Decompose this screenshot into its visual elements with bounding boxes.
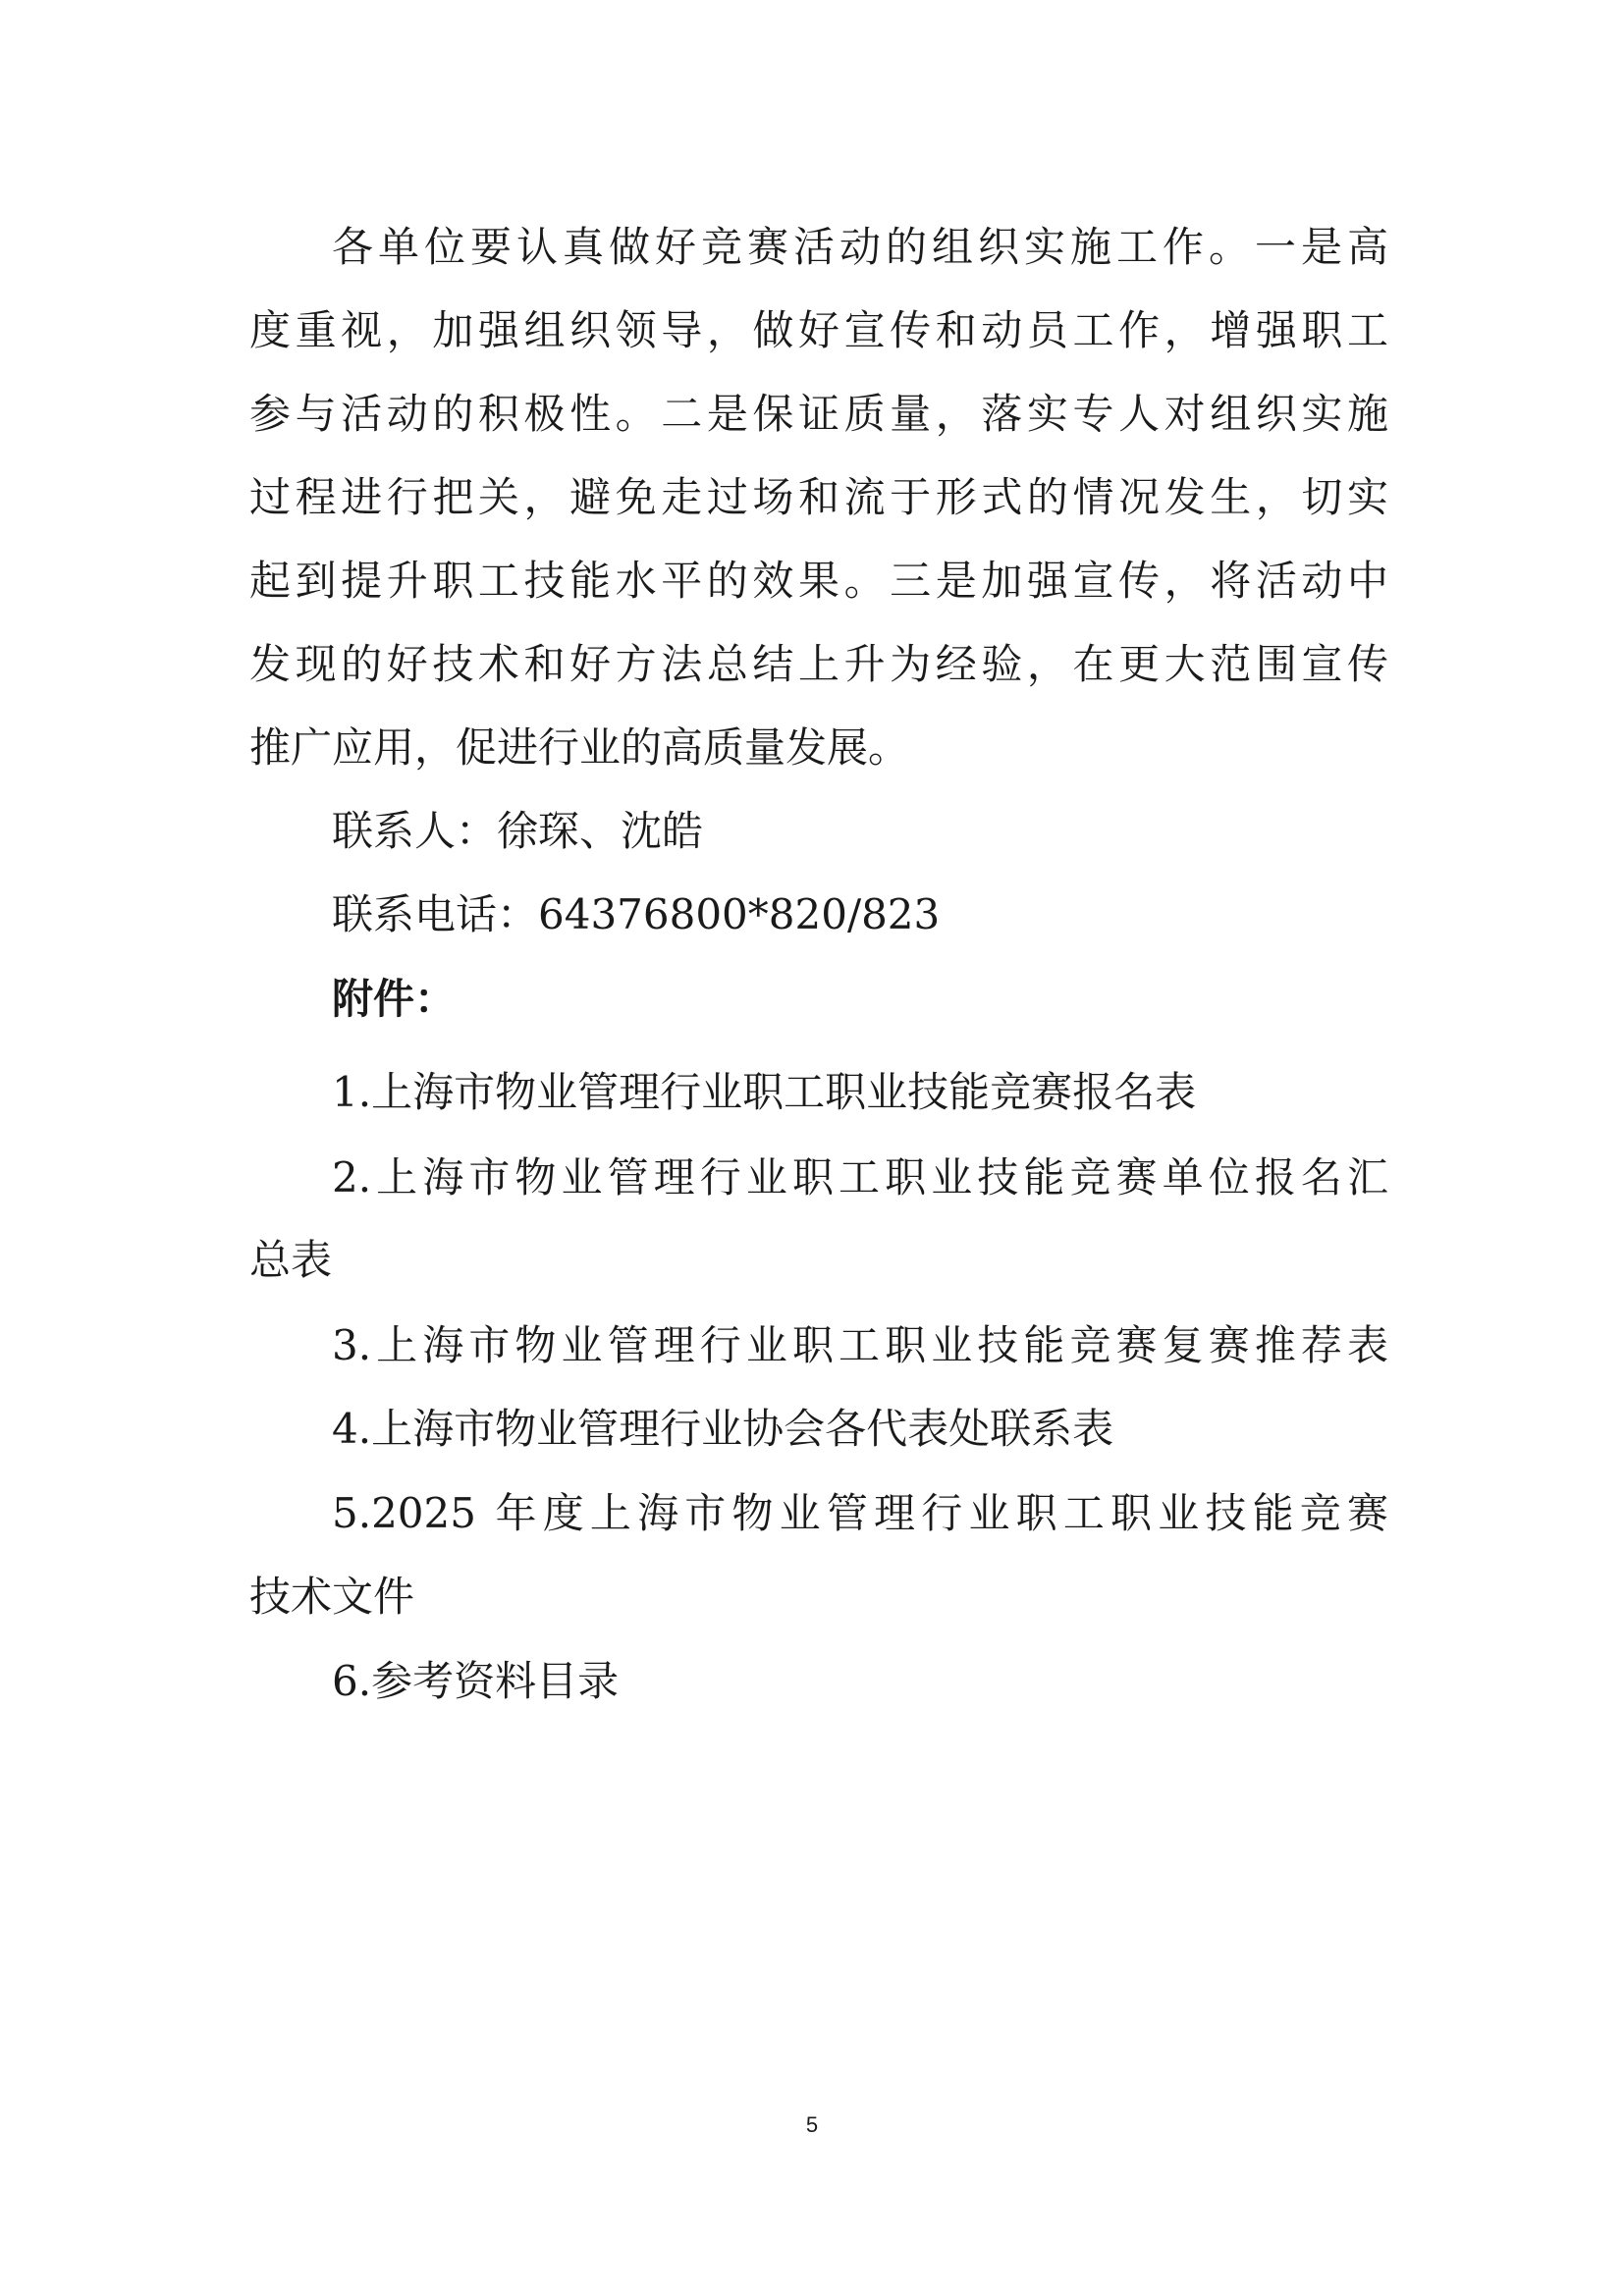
attachment-item: 5.2025 年度上海市物业管理行业职工职业技能竞赛 xyxy=(332,1489,1388,1537)
paragraph-line: 各单位要认真做好竞赛活动的组织实施工作。一是高 xyxy=(332,223,1388,271)
attachment-item-continued: 技术文件 xyxy=(249,1573,415,1621)
attachment-item: 6.参考资料目录 xyxy=(332,1657,620,1705)
attachment-item: 1.上海市物业管理行业职工职业技能竞赛报名表 xyxy=(332,1068,1197,1116)
paragraph-line: 发现的好技术和好方法总结上升为经验，在更大范围宣传 xyxy=(249,640,1388,688)
paragraph-line: 起到提升职工技能水平的效果。三是加强宣传，将活动中 xyxy=(249,557,1388,605)
attachment-item: 2.上海市物业管理行业职工职业技能竞赛单位报名汇 xyxy=(332,1153,1388,1201)
paragraph-line: 参与活动的积极性。二是保证质量，落实专人对组织实施 xyxy=(249,390,1388,438)
page-number: 5 xyxy=(805,2112,819,2137)
attachment-item: 4.上海市物业管理行业协会各代表处联系表 xyxy=(332,1405,1114,1453)
paragraph-line: 过程进行把关，避免走过场和流于形式的情况发生，切实 xyxy=(249,473,1388,521)
attachment-item: 3.上海市物业管理行业职工职业技能竞赛复赛推荐表 xyxy=(332,1321,1388,1369)
contact-person: 联系人：徐琛、沈皓 xyxy=(332,807,704,855)
attachments-heading: 附件： xyxy=(332,975,457,1023)
paragraph-line: 推广应用，促进行业的高质量发展。 xyxy=(249,723,910,772)
paragraph-line: 度重视，加强组织领导，做好宣传和动员工作，增强职工 xyxy=(249,306,1388,354)
attachment-item-continued: 总表 xyxy=(249,1236,333,1284)
contact-phone: 联系电话：64376800*820/823 xyxy=(332,890,941,938)
